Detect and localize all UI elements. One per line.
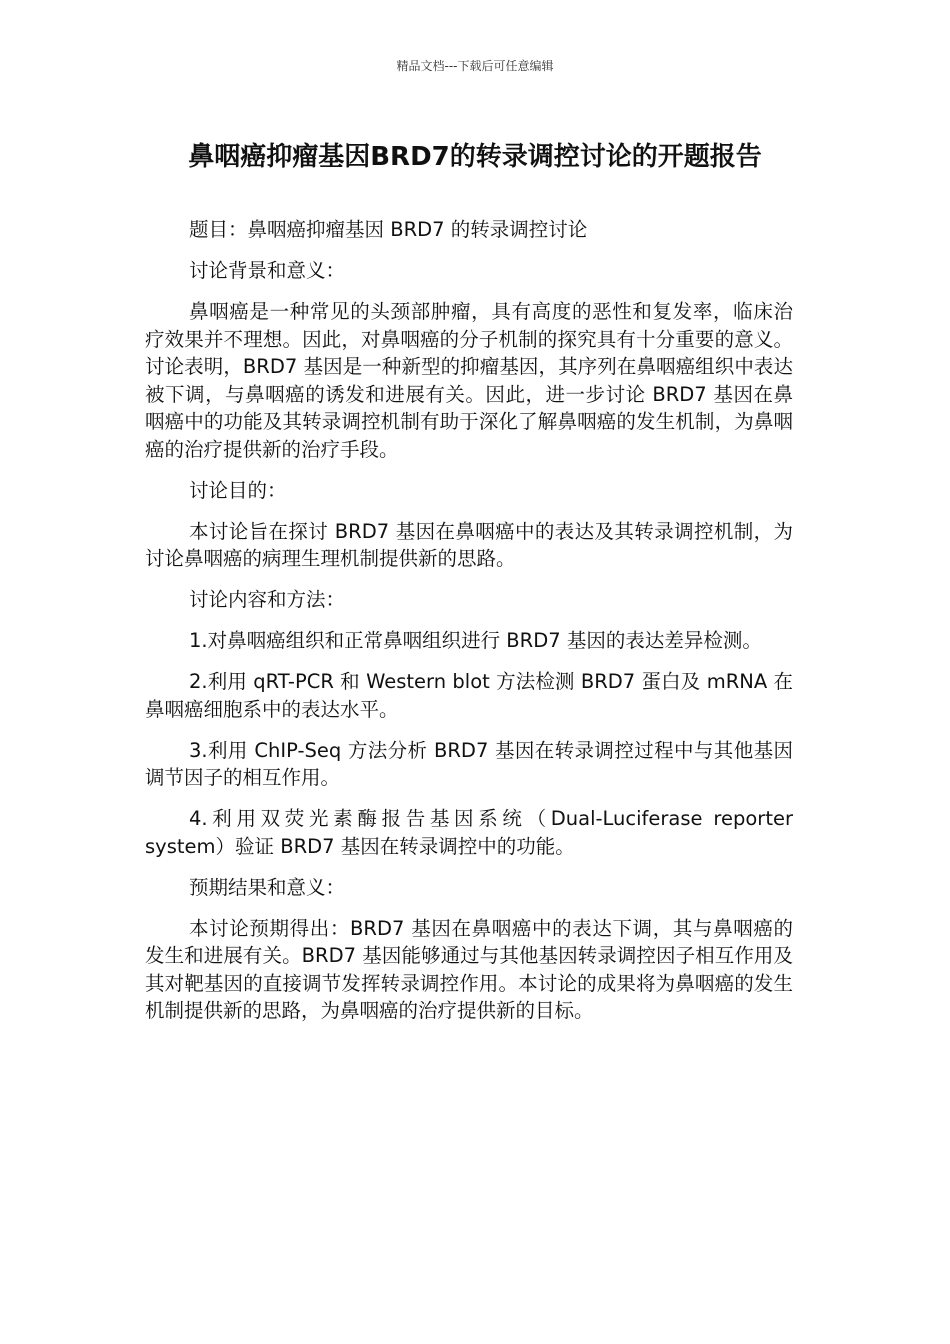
method-item-2: 2.利用 qRT-PCR 和 Western blot 方法检测 BRD7 蛋白及 mRNA 在鼻咽癌细胞系中的表达水平。 — [145, 670, 793, 721]
document-body — [145, 216, 793, 1038]
section-heading-methods: 讨论内容和方法： — [189, 588, 346, 611]
expected-paragraph: 本讨论预期得出：BRD7 基因在鼻咽癌中的表达下调，其与鼻咽癌的发生和进展有关。BRD7 基因能够通过与其他基因转录调控因子相互作用及其对靶基因的直接调节发挥转录调控作用。本讨论的成果将为鼻咽癌的发生机制提供新的思路，为鼻咽癌的治疗提供新的目标。 — [145, 916, 793, 1022]
method-item-3: 3.利用 ChIP-Seq 方法分析 BRD7 基因在转录调控过程中与其他基因调节因子的相互作用。 — [145, 738, 793, 789]
topic-line: 题目：鼻咽癌抑瘤基因 BRD7 的转录调控讨论 — [189, 218, 588, 241]
purpose-paragraph: 本讨论旨在探讨 BRD7 基因在鼻咽癌中的表达及其转录调控机制，为讨论鼻咽癌的病理生理机制提供新的思路。 — [145, 519, 793, 570]
document-title: 鼻咽癌抑瘤基因BRD7的转录调控讨论的开题报告 — [188, 142, 762, 172]
background-paragraph: 鼻咽癌是一种常见的头颈部肿瘤，具有高度的恶性和复发率，临床治疗效果并不理想。因此，对鼻咽癌的分子机制的探究具有十分重要的意义。讨论表明，BRD7 基因是一种新型的抑瘤基因，其序列在鼻咽癌组织中表达被下调，与鼻咽癌的诱发和进展有关。因此，进一步讨论 BRD7 基因在鼻咽癌中的功能及其转录调控机制有助于深化了解鼻咽癌的发生机制，为鼻咽癌的治疗提供新的治疗手段。 — [145, 300, 793, 461]
method-item-1: 1.对鼻咽癌组织和正常鼻咽组织进行 BRD7 基因的表达差异检测。 — [189, 629, 762, 652]
section-heading-background: 讨论背景和意义： — [189, 259, 346, 282]
section-heading-purpose: 讨论目的： — [189, 478, 287, 502]
method-item-4: 4.利用双荧光素酶报告基因系统（Dual-Luciferase reporter system）验证 BRD7 基因在转录调控中的功能。 — [145, 807, 793, 858]
section-heading-expected: 预期结果和意义： — [189, 875, 346, 899]
header-note: 精品文档---下载后可任意编辑 — [396, 59, 554, 73]
